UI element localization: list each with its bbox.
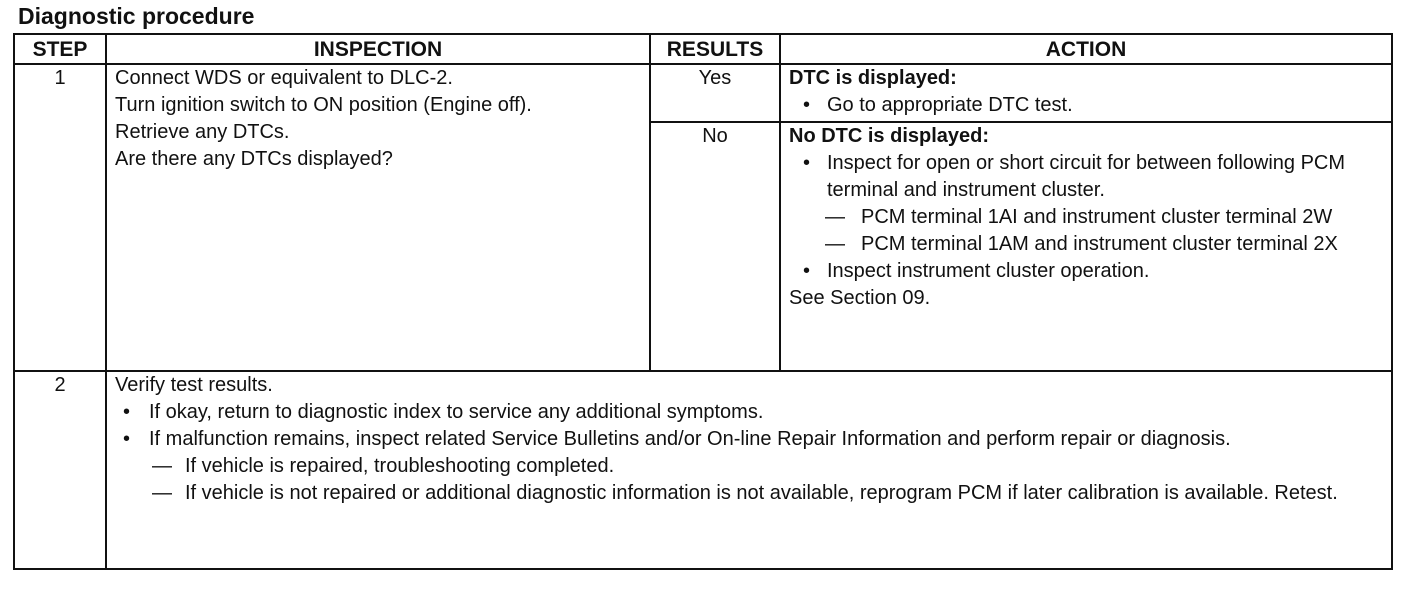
step-number: 1: [14, 64, 106, 371]
action-note: See Section 09.: [789, 287, 931, 309]
sub-item-text: If vehicle is repaired, troubleshooting completed.: [185, 455, 615, 477]
inspection-line: Are there any DTCs displayed?: [115, 148, 393, 170]
table-header-row: [14, 34, 1392, 64]
step1-inspection: [106, 64, 650, 371]
table-row: [14, 64, 1392, 122]
result-yes: Yes: [650, 64, 780, 122]
step2-bullet: • If malfunction remains, inspect related Service Bulletins and/or On-line Repair Information and perform repair or diagnosis.: [115, 426, 1383, 453]
action-bullet: • Inspect instrument cluster operation.: [789, 258, 1383, 285]
header-results: RESULTS: [650, 34, 780, 64]
action-no: [780, 122, 1392, 371]
action-bullet: • Go to appropriate DTC test.: [789, 92, 1383, 119]
dash-mark: —: [152, 482, 172, 504]
action-bullet: • Inspect for open or short circuit for between following PCM terminal and instrument cluster.: [789, 150, 1383, 204]
header-inspection: INSPECTION: [106, 34, 650, 64]
diagnostic-table: [13, 33, 1393, 570]
header-step: STEP: [14, 34, 106, 64]
action-heading: DTC is displayed:: [789, 67, 957, 89]
result-no: No: [650, 122, 780, 371]
sub-item-text: PCM terminal 1AM and instrument cluster terminal 2X: [861, 233, 1338, 255]
page-title: Diagnostic procedure: [18, 3, 255, 29]
sub-item-text: PCM terminal 1AI and instrument cluster terminal 2W: [861, 206, 1333, 228]
step2-content: [106, 371, 1392, 569]
header-action: ACTION: [780, 34, 1392, 64]
step2-bullet: • If okay, return to diagnostic index to service any additional symptoms.: [115, 399, 1383, 426]
inspection-line: Retrieve any DTCs.: [115, 121, 290, 143]
inspection-line: Connect WDS or equivalent to DLC-2.: [115, 67, 453, 89]
step-number: 2: [14, 371, 106, 569]
action-heading: No DTC is displayed:: [789, 125, 990, 147]
dash-mark: —: [825, 233, 845, 255]
inspection-line: Turn ignition switch to ON position (Engine off).: [115, 94, 532, 116]
step2-intro: Verify test results.: [115, 374, 273, 396]
table-row: [14, 371, 1392, 569]
action-sub-item: [789, 231, 1383, 258]
step2-sub-item: [115, 480, 1383, 507]
dash-mark: —: [825, 206, 845, 228]
action-yes: [780, 64, 1392, 122]
dash-mark: —: [152, 455, 172, 477]
sub-item-text: If vehicle is not repaired or additional diagnostic information is not available, reprogram PCM if later calibration is available. Retest.: [185, 482, 1338, 504]
step2-sub-item: [115, 453, 1383, 480]
action-sub-item: [789, 204, 1383, 231]
